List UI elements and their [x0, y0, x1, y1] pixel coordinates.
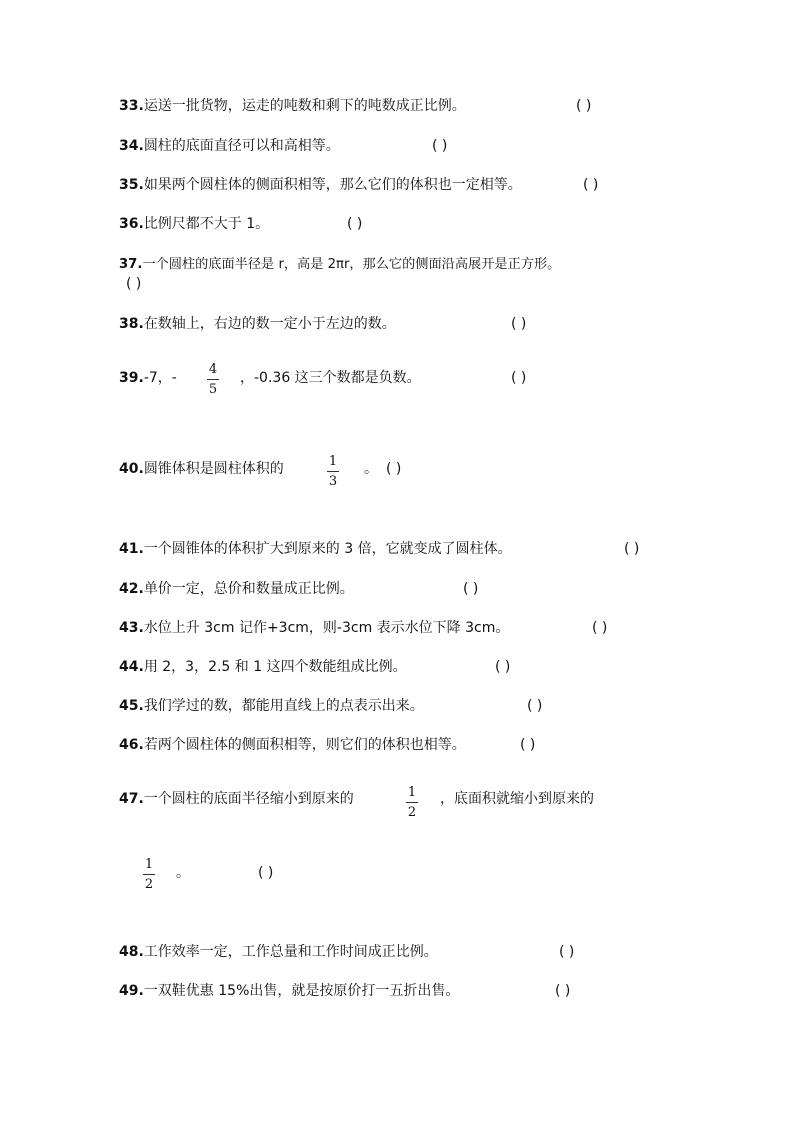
- question-text: 圆柱的底面直径可以和高相等。: [143, 138, 340, 154]
- fraction: [327, 454, 339, 489]
- question-text: 比例尺都不大于 1。: [143, 216, 270, 232]
- question-number: 43.: [119, 620, 144, 636]
- question-33: [119, 97, 466, 115]
- fraction-bar: [327, 471, 339, 472]
- question-48: [119, 943, 438, 961]
- fraction-numerator: 4: [208, 362, 218, 377]
- fraction: [406, 785, 418, 820]
- question-number: 47.: [119, 791, 144, 807]
- question-text: 工作效率一定，工作总量和工作时间成正比例。: [143, 944, 438, 960]
- question-38: [119, 315, 396, 333]
- answer-blank[interactable]: ( ): [386, 461, 402, 477]
- question-text: 用 2，3，2.5 和 1 这四个数能组成比例。: [143, 659, 407, 675]
- question-number: 40.: [119, 461, 144, 477]
- answer-blank[interactable]: ( ): [511, 316, 527, 332]
- answer-blank[interactable]: ( ): [511, 370, 527, 386]
- question-text-before: 一个圆柱的底面半径缩小到原来的: [143, 791, 354, 807]
- question-text: 运送一批货物，运走的吨数和剩下的吨数成正比例。: [143, 98, 466, 114]
- question-44: [119, 658, 407, 676]
- question-text-after: 。: [364, 461, 378, 477]
- question-text-before: -7，-: [143, 370, 177, 386]
- question-number: 44.: [119, 659, 144, 675]
- question-text: 若两个圆柱体的侧面积相等，则它们的体积也相等。: [143, 737, 466, 753]
- question-number: 34.: [119, 138, 144, 154]
- question-text: 单价一定，总价和数量成正比例。: [143, 581, 354, 597]
- answer-blank[interactable]: ( ): [624, 541, 640, 557]
- question-number: 48.: [119, 944, 144, 960]
- fraction-denominator: 5: [208, 382, 218, 397]
- question-number: 37.: [119, 257, 143, 272]
- question-40: [119, 460, 284, 478]
- question-text: 一个圆柱的底面半径是 r，高是 2πr，那么它的侧面沿高展开是正方形。: [142, 257, 561, 272]
- fraction-numerator: 1: [144, 857, 154, 872]
- question-37: [119, 256, 560, 274]
- fraction-numerator: 1: [328, 454, 338, 469]
- fraction-denominator: 3: [328, 474, 338, 489]
- question-text: 在数轴上，右边的数一定小于左边的数。: [143, 316, 396, 332]
- question-text: 水位上升 3cm 记作+3cm，则-3cm 表示水位下降 3cm。: [143, 620, 510, 636]
- question-number: 39.: [119, 370, 144, 386]
- question-number: 42.: [119, 581, 144, 597]
- fraction-bar: [406, 802, 418, 803]
- question-number: 33.: [119, 98, 144, 114]
- question-number: 38.: [119, 316, 144, 332]
- question-number: 36.: [119, 216, 144, 232]
- question-43: [119, 619, 509, 637]
- question-text: 一个圆锥体的体积扩大到原来的 3 倍，它就变成了圆柱体。: [143, 541, 512, 557]
- question-text-after: ，-0.36 这三个数都是负数。: [240, 370, 421, 386]
- question-36: [119, 215, 269, 233]
- fraction-denominator: 2: [144, 877, 154, 892]
- question-text-before: 圆锥体积是圆柱体积的: [143, 461, 284, 477]
- answer-blank[interactable]: ( ): [432, 138, 448, 154]
- question-42: [119, 580, 354, 598]
- question-text-continued: 。: [176, 865, 190, 881]
- question-number: 45.: [119, 698, 144, 714]
- answer-blank[interactable]: ( ): [258, 865, 274, 881]
- question-45: [119, 697, 424, 715]
- question-49: [119, 982, 459, 1000]
- question-47: [119, 790, 354, 808]
- question-34: [119, 137, 340, 155]
- question-39: [119, 369, 177, 387]
- question-46: [119, 736, 466, 754]
- question-number: 35.: [119, 177, 144, 193]
- answer-blank[interactable]: ( ): [583, 177, 599, 193]
- question-35: [119, 176, 522, 194]
- answer-blank[interactable]: ( ): [576, 98, 592, 114]
- question-text-after: ，底面积就缩小到原来的: [440, 791, 594, 807]
- fraction-bar: [143, 874, 155, 875]
- question-text: 一双鞋优惠 15%出售，就是按原价打一五折出售。: [143, 983, 460, 999]
- question-number: 49.: [119, 983, 144, 999]
- question-text: 我们学过的数，都能用直线上的点表示出来。: [143, 698, 424, 714]
- question-text: 如果两个圆柱体的侧面积相等，那么它们的体积也一定相等。: [143, 177, 522, 193]
- fraction: [143, 857, 155, 892]
- fraction: [207, 362, 219, 397]
- answer-blank[interactable]: ( ): [527, 698, 543, 714]
- answer-blank[interactable]: ( ): [592, 620, 608, 636]
- fraction-denominator: 2: [407, 805, 417, 820]
- question-number: 41.: [119, 541, 144, 557]
- answer-blank[interactable]: ( ): [559, 944, 575, 960]
- question-number: 46.: [119, 737, 144, 753]
- answer-blank[interactable]: ( ): [495, 659, 511, 675]
- fraction-numerator: 1: [407, 785, 417, 800]
- answer-blank[interactable]: ( ): [555, 983, 571, 999]
- question-41: [119, 540, 512, 558]
- answer-blank[interactable]: ( ): [347, 216, 363, 232]
- answer-blank[interactable]: ( ): [463, 581, 479, 597]
- answer-blank[interactable]: ( ): [520, 737, 536, 753]
- answer-blank[interactable]: ( ): [126, 276, 142, 292]
- fraction-bar: [207, 379, 219, 380]
